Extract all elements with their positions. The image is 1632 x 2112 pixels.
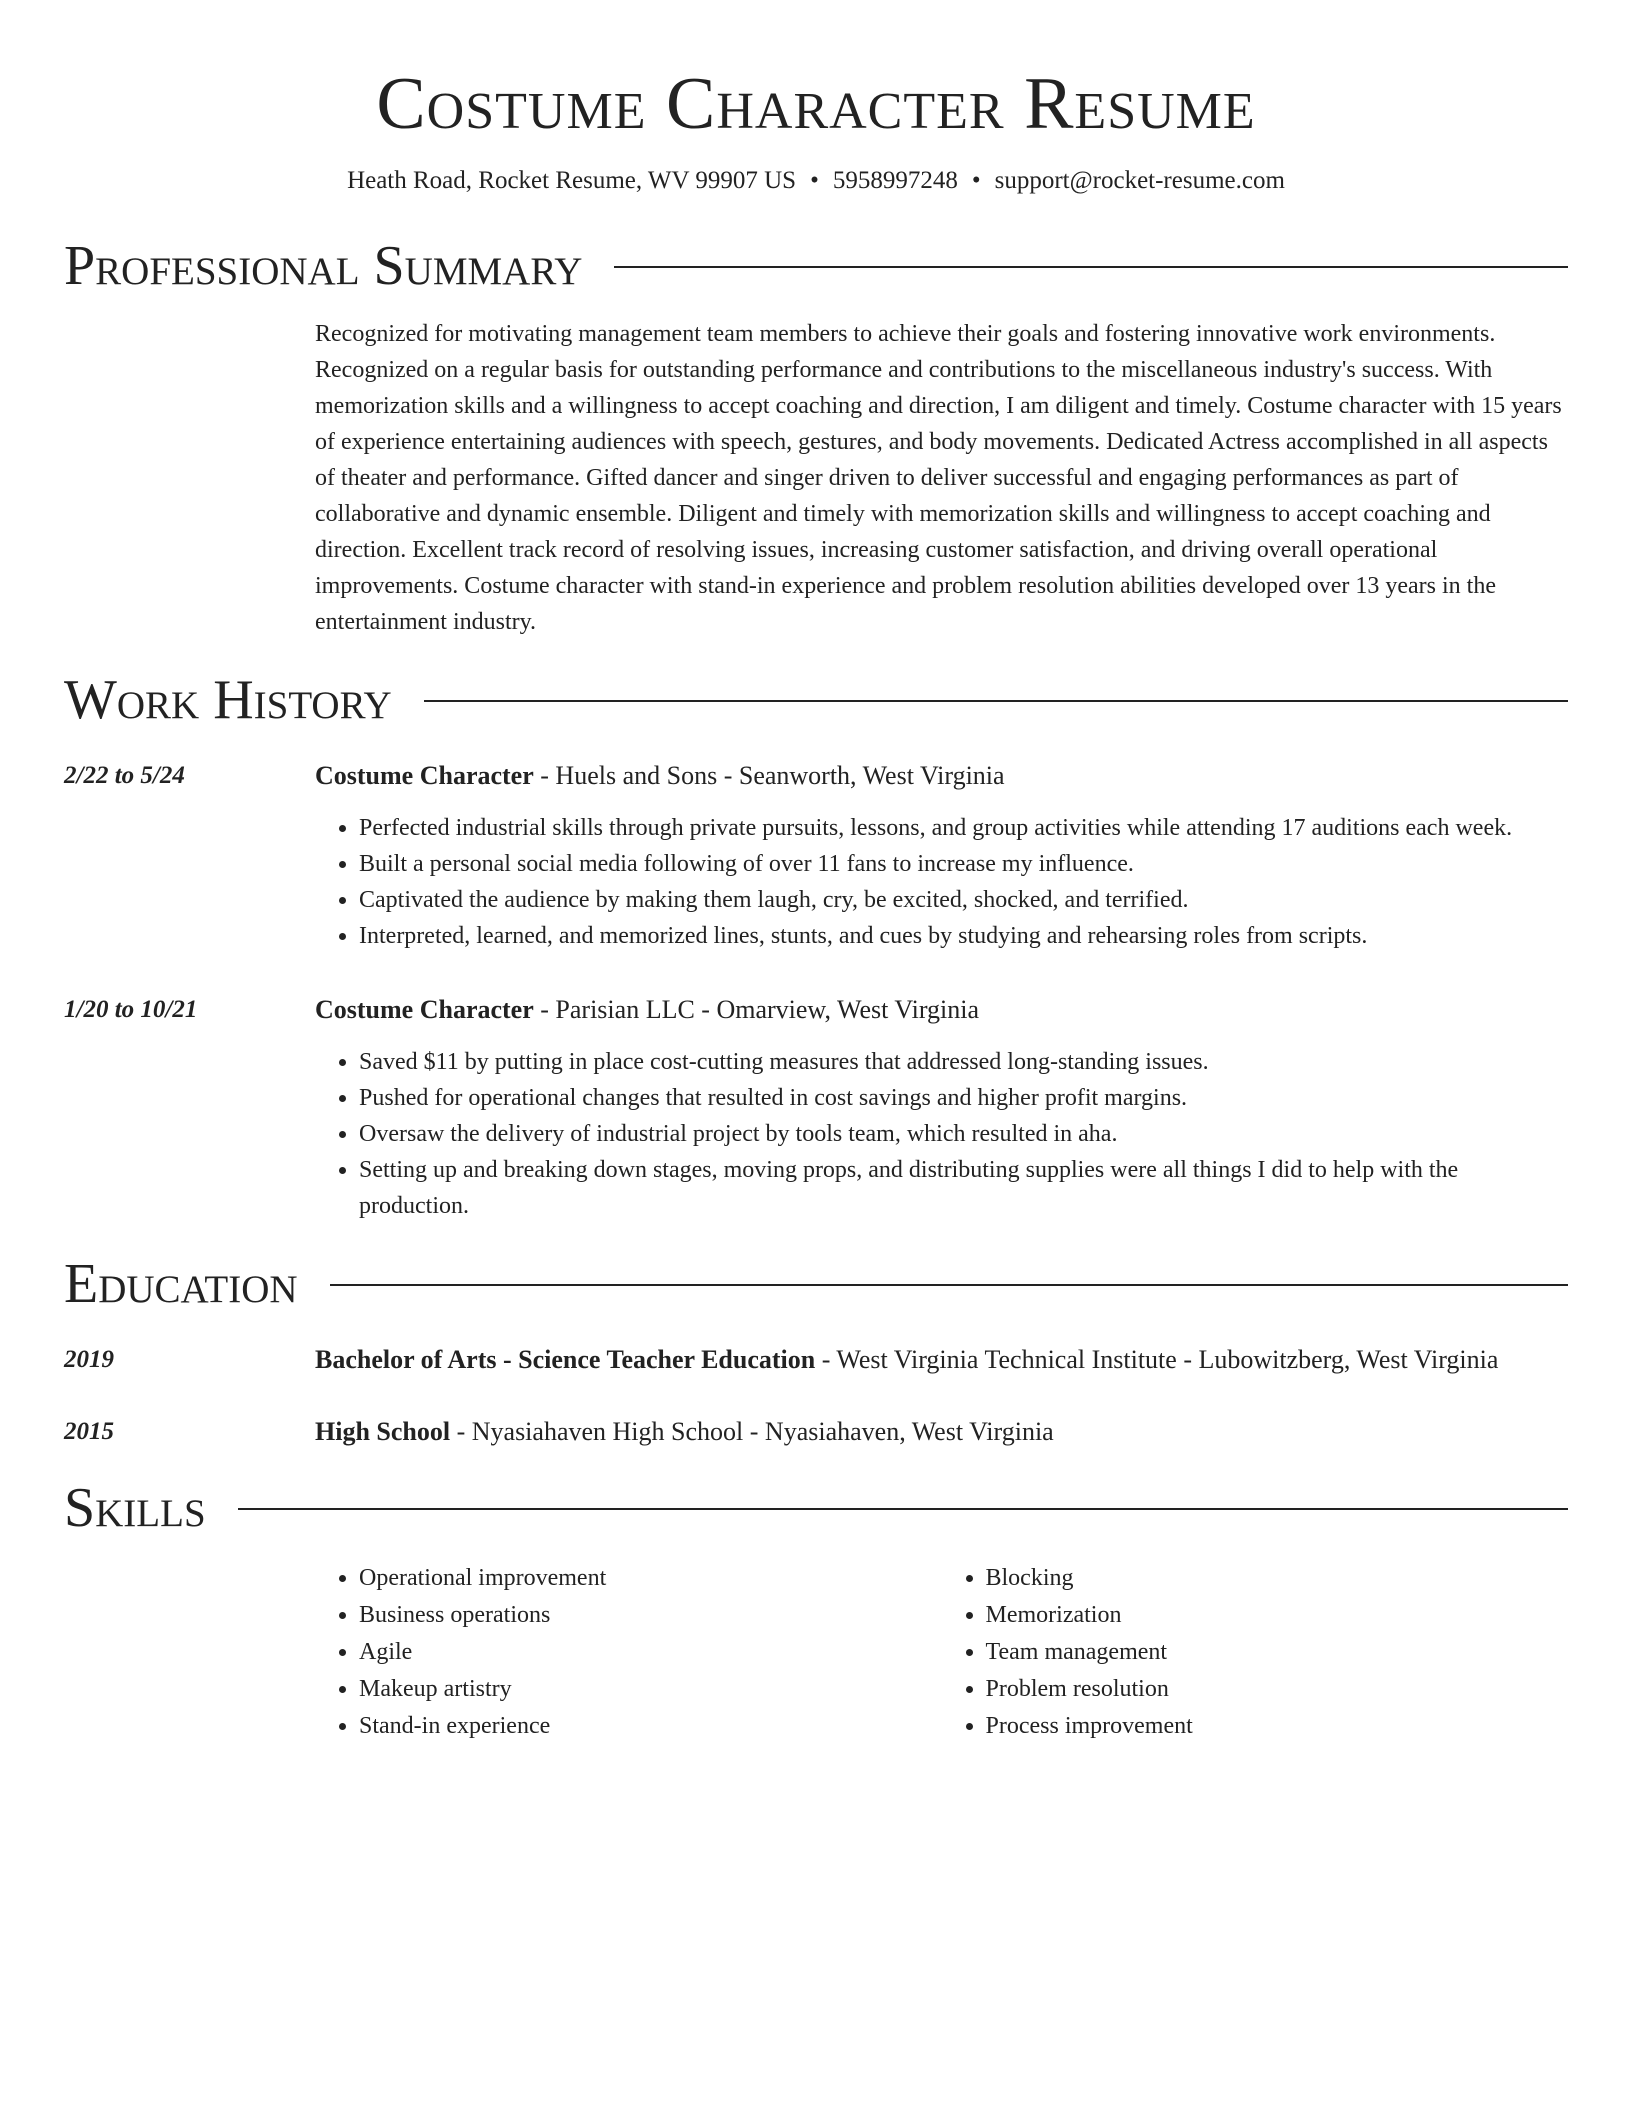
summary-text: Recognized for motivating management team members to achieve their goals and fostering innovative work environments. Recognized on a regular basis for outstanding performance and contributions to the miscellaneous industry's success. With memorization skills and a willingness to accept coaching and direction, I am diligent and timely. Costume character with 15 years of experience entertaining audiences with speech, gestures, and body movements. Dedicated Actress accomplished in all aspects of theater and performance. Gifted dancer and singer driven to deliver successful and engaging performances as part of collaborative and dynamic ensemble. Diligent and timely with memorization skills and willingness to accept coaching and direction. Excellent track record of resolving issues, increasing customer satisfaction, and driving overall operational improvements. Costume character with stand-in experience and problem resolution abilities developed over 13 years in the entertainment industry. (315, 321, 1562, 635)
contact-phone: 5958997248 (832, 167, 958, 194)
education-school: - West Virginia Technical Institute - Lubowitzberg, West Virginia (815, 1345, 1499, 1374)
education-body (315, 1342, 1568, 1378)
education-year: 2019 (64, 1346, 114, 1373)
education-degree: High School (315, 1417, 451, 1446)
education-heading: Education (64, 1253, 298, 1315)
job-dates: 1/20 to 10/21 (64, 996, 198, 1023)
skill-item: • Memorization (986, 1597, 1569, 1634)
education-section-header (64, 1252, 1568, 1316)
work-history-list (64, 758, 1568, 1224)
skills-heading: Skills (64, 1477, 206, 1539)
contact-separator: • (810, 167, 819, 194)
education-entry (64, 1414, 1568, 1450)
job-title: Costume Character (315, 761, 534, 790)
skills-grid (315, 1560, 1568, 1745)
job-bullet: • Saved $11 by putting in place cost-cutting measures that addressed long-standing issues. (359, 1044, 1568, 1080)
job-entry (64, 992, 1568, 1224)
summary-heading: Professional Summary (64, 235, 583, 297)
job-body (315, 758, 1568, 954)
contact-separator: • (971, 167, 981, 194)
resume-title: Costume Character Resume (376, 63, 1256, 145)
education-list (64, 1342, 1568, 1450)
section-divider (614, 266, 1568, 268)
job-entry (64, 758, 1568, 954)
work-section-header (64, 668, 1568, 732)
skill-item: • Stand-in experience (359, 1708, 942, 1745)
skills-list-right (942, 1560, 1569, 1745)
section-divider (330, 1284, 1568, 1286)
section-divider (238, 1508, 1568, 1510)
summary-body (315, 316, 1568, 640)
job-body (315, 992, 1568, 1224)
education-degree: Bachelor of Arts - Science Teacher Education (315, 1345, 816, 1374)
job-bullet-list (315, 810, 1568, 954)
skill-item: • Agile (359, 1634, 942, 1671)
job-bullet-list (315, 1044, 1568, 1224)
contact-address: Heath Road, Rocket Resume, WV 99907 US (347, 167, 797, 194)
job-bullet: • Pushed for operational changes that resulted in cost savings and higher profit margins. (359, 1080, 1568, 1116)
job-bullet: • Captivated the audience by making them laugh, cry, be excited, shocked, and terrified. (359, 882, 1568, 918)
work-heading: Work History (64, 669, 392, 731)
skill-item: • Operational improvement (359, 1560, 942, 1597)
job-bullet: • Oversaw the delivery of industrial project by tools team, which resulted in aha. (359, 1116, 1568, 1152)
job-heading (315, 758, 1568, 794)
skill-item: • Team management (986, 1634, 1569, 1671)
skills-section (64, 1540, 1568, 1745)
skill-item: • Makeup artistry (359, 1671, 942, 1708)
job-dates: 2/22 to 5/24 (64, 762, 185, 789)
skill-item: • Problem resolution (986, 1671, 1569, 1708)
skills-spacer (64, 1540, 315, 1745)
skill-item: • Process improvement (986, 1708, 1569, 1745)
education-entry (64, 1342, 1568, 1378)
job-employer: - Parisian LLC - Omarview, West Virginia (533, 995, 980, 1024)
education-school: - Nyasiahaven High School - Nyasiahaven, West Virginia (450, 1417, 1054, 1446)
skill-item: • Blocking (986, 1560, 1569, 1597)
skills-list-left (315, 1560, 942, 1745)
summary-spacer (64, 316, 315, 640)
summary-section (64, 316, 1568, 640)
skills-section-header (64, 1476, 1568, 1540)
job-bullet: • Perfected industrial skills through private pursuits, lessons, and group activities while attending 17 auditions each week. (359, 810, 1568, 846)
education-year: 2015 (64, 1418, 114, 1445)
job-bullet: • Interpreted, learned, and memorized lines, stunts, and cues by studying and rehearsing roles from scripts. (359, 918, 1568, 954)
contact-line (64, 164, 1568, 198)
skill-item: • Business operations (359, 1597, 942, 1634)
job-bullet: • Built a personal social media following of over 11 fans to increase my influence. (359, 846, 1568, 882)
summary-section-header (64, 234, 1568, 298)
education-body (315, 1414, 1568, 1450)
job-heading (315, 992, 1568, 1028)
job-bullet: • Setting up and breaking down stages, moving props, and distributing supplies were all things I did to help with the production. (359, 1152, 1568, 1224)
job-title: Costume Character (315, 995, 534, 1024)
section-divider (424, 700, 1568, 702)
job-employer: - Huels and Sons - Seanworth, West Virginia (533, 761, 1005, 790)
contact-email: support@rocket-resume.com (994, 167, 1285, 194)
